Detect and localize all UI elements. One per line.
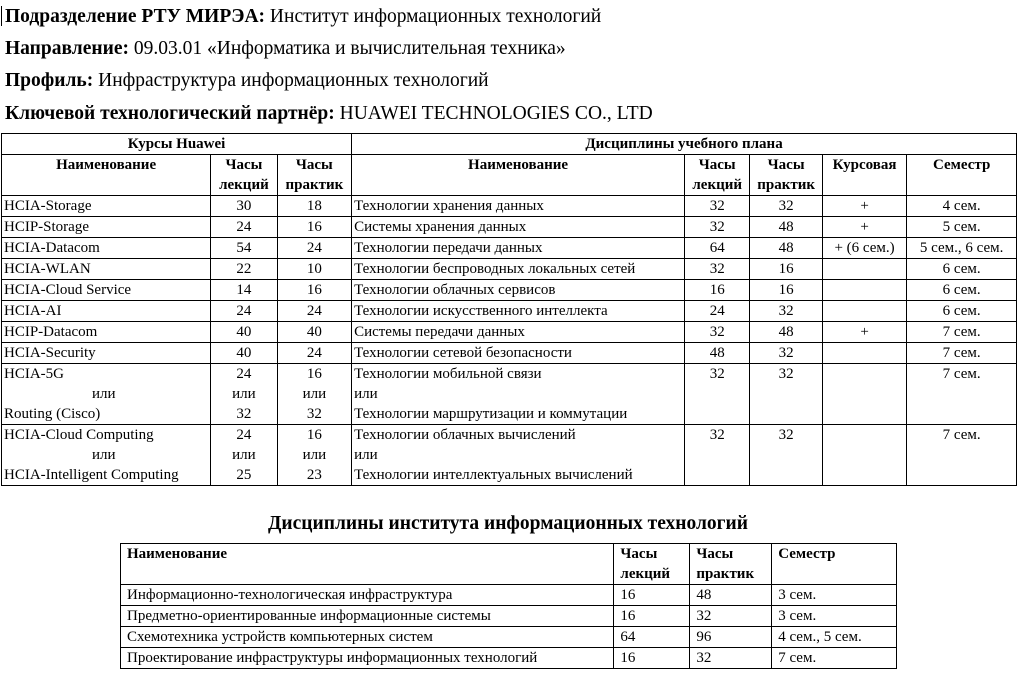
semester: 5 сем. — [907, 217, 1017, 238]
iit-lec-hours: 16 — [614, 585, 690, 606]
col-sem: Семестр — [907, 155, 1017, 196]
semester: 6 сем. — [907, 301, 1017, 322]
col-hw-lec: Часы лекций — [211, 155, 277, 196]
discipline-prac-hours: 48 — [750, 217, 822, 238]
division-line — [5, 6, 601, 28]
huawei-prac-hours: 16 — [277, 217, 351, 238]
huawei-prac-hours: 16 или 32 — [277, 364, 351, 425]
table-row-alt — [2, 364, 1017, 425]
semester: 5 сем., 6 сем. — [907, 238, 1017, 259]
huawei-prac-hours: 40 — [277, 322, 351, 343]
discipline-lec-hours: 24 — [685, 301, 750, 322]
division-value: Институт информационных технологий — [265, 6, 602, 27]
discipline-alternatives: Технологии мобильной связи или Технологии маршрутизации и коммутации — [352, 364, 685, 425]
huawei-course-name: HCIA-Storage — [2, 196, 211, 217]
semester: 6 сем. — [907, 259, 1017, 280]
discipline-lec-hours: 32 — [685, 217, 750, 238]
course-work — [822, 259, 906, 280]
iit-disciplines-title: Дисциплины института информационных технологий — [267, 513, 749, 534]
profile-line — [5, 70, 489, 92]
huawei-courses-table — [1, 133, 1017, 486]
iit-disciplines-table — [120, 543, 897, 669]
discipline-lec-hours: 48 — [685, 343, 750, 364]
table-row — [121, 627, 897, 648]
discipline-lec-hours: 32 — [685, 364, 750, 425]
huawei-course-name: HCIA-Cloud Service — [2, 280, 211, 301]
huawei-prac-hours: 24 — [277, 238, 351, 259]
table-column-header — [2, 155, 1017, 196]
iit-discipline-name: Проектирование инфраструктуры информационных технологий — [121, 648, 614, 669]
table-row — [121, 648, 897, 669]
iit-discipline-name: Схемотехника устройств компьютерных систем — [121, 627, 614, 648]
partner-line — [5, 103, 653, 125]
course-work — [822, 301, 906, 322]
direction-line — [5, 38, 566, 60]
table-row — [2, 259, 1017, 280]
huawei-prac-hours: 18 — [277, 196, 351, 217]
profile-label: Профиль: — [5, 70, 94, 91]
table-row — [2, 343, 1017, 364]
discipline-lec-hours: 64 — [685, 238, 750, 259]
discipline-prac-hours: 48 — [750, 238, 822, 259]
text-cursor — [1, 6, 2, 26]
iit-lec-hours: 64 — [614, 627, 690, 648]
t2-col-prac: Часы практик — [690, 544, 772, 585]
semester: 7 сем. — [907, 322, 1017, 343]
huawei-course-name: HCIP-Storage — [2, 217, 211, 238]
division-label: Подразделение РТУ МИРЭА: — [5, 6, 266, 27]
iit-semester: 3 сем. — [772, 585, 897, 606]
group-huawei-header: Курсы Huawei — [2, 134, 352, 155]
table-row — [2, 322, 1017, 343]
discipline-name: Технологии сетевой безопасности — [352, 343, 685, 364]
discipline-prac-hours: 32 — [750, 196, 822, 217]
col-hw-name: Наименование — [2, 155, 211, 196]
huawei-course-name: HCIA-WLAN — [2, 259, 211, 280]
huawei-lec-hours: 24 или 25 — [211, 425, 277, 486]
iit-prac-hours: 48 — [690, 585, 772, 606]
iit-discipline-name: Информационно-технологическая инфраструктура — [121, 585, 614, 606]
group-plan-header: Дисциплины учебного плана — [352, 134, 1017, 155]
profile-value: Инфраструктура информационных технологий — [93, 70, 489, 91]
discipline-name: Технологии беспроводных локальных сетей — [352, 259, 685, 280]
iit-lec-hours: 16 — [614, 606, 690, 627]
huawei-course-name: HCIA-Datacom — [2, 238, 211, 259]
table-row — [2, 196, 1017, 217]
course-work — [822, 280, 906, 301]
discipline-prac-hours: 16 — [750, 259, 822, 280]
discipline-name: Технологии хранения данных — [352, 196, 685, 217]
semester: 7 сем. — [907, 343, 1017, 364]
iit-lec-hours: 16 — [614, 648, 690, 669]
course-work — [822, 343, 906, 364]
discipline-name: Системы передачи данных — [352, 322, 685, 343]
table1-body — [2, 196, 1017, 486]
discipline-prac-hours: 32 — [750, 425, 822, 486]
discipline-prac-hours: 16 — [750, 280, 822, 301]
col-d-lec: Часы лекций — [685, 155, 750, 196]
table-row — [2, 217, 1017, 238]
course-work: + — [822, 196, 906, 217]
table-row — [2, 301, 1017, 322]
table-row — [2, 280, 1017, 301]
discipline-lec-hours: 32 — [685, 425, 750, 486]
huawei-prac-hours: 10 — [277, 259, 351, 280]
iit-prac-hours: 32 — [690, 606, 772, 627]
table2-body — [121, 585, 897, 669]
table-row — [2, 238, 1017, 259]
iit-prac-hours: 96 — [690, 627, 772, 648]
col-hw-prac: Часы практик — [277, 155, 351, 196]
iit-prac-hours: 32 — [690, 648, 772, 669]
huawei-prac-hours: 24 — [277, 343, 351, 364]
discipline-lec-hours: 32 — [685, 322, 750, 343]
t2-col-sem: Семестр — [772, 544, 897, 585]
table-row-alt — [2, 425, 1017, 486]
huawei-lec-hours: 14 — [211, 280, 277, 301]
course-work: + (6 сем.) — [822, 238, 906, 259]
huawei-lec-hours: 24 — [211, 301, 277, 322]
col-d-name: Наименование — [352, 155, 685, 196]
course-work: + — [822, 217, 906, 238]
partner-value: HUAWEI TECHNOLOGIES CO., LTD — [334, 103, 653, 124]
semester: 7 сем. — [907, 425, 1017, 486]
discipline-prac-hours: 32 — [750, 364, 822, 425]
col-course: Курсовая — [822, 155, 906, 196]
table-row — [121, 585, 897, 606]
discipline-lec-hours: 16 — [685, 280, 750, 301]
discipline-lec-hours: 32 — [685, 259, 750, 280]
huawei-course-alternatives: HCIA-5G или Routing (Cisco) — [2, 364, 211, 425]
huawei-lec-hours: 22 — [211, 259, 277, 280]
discipline-name: Технологии передачи данных — [352, 238, 685, 259]
semester: 6 сем. — [907, 280, 1017, 301]
iit-semester: 4 сем., 5 сем. — [772, 627, 897, 648]
iit-discipline-name: Предметно-ориентированные информационные системы — [121, 606, 614, 627]
direction-value: 09.03.01 «Информатика и вычислительная техника» — [128, 38, 566, 59]
huawei-lec-hours: 40 — [211, 322, 277, 343]
discipline-name: Технологии облачных сервисов — [352, 280, 685, 301]
huawei-lec-hours: 24 или 32 — [211, 364, 277, 425]
table-group-header — [2, 134, 1017, 155]
discipline-lec-hours: 32 — [685, 196, 750, 217]
discipline-name: Системы хранения данных — [352, 217, 685, 238]
huawei-lec-hours: 54 — [211, 238, 277, 259]
table-row — [121, 606, 897, 627]
course-work — [822, 425, 906, 486]
huawei-lec-hours: 24 — [211, 217, 277, 238]
semester: 4 сем. — [907, 196, 1017, 217]
t2-col-lec: Часы лекций — [614, 544, 690, 585]
huawei-course-name: HCIP-Datacom — [2, 322, 211, 343]
direction-label: Направление: — [5, 38, 129, 59]
huawei-lec-hours: 40 — [211, 343, 277, 364]
discipline-prac-hours: 32 — [750, 343, 822, 364]
huawei-course-name: HCIA-Security — [2, 343, 211, 364]
partner-label: Ключевой технологический партнёр: — [5, 103, 335, 124]
course-work — [822, 364, 906, 425]
huawei-course-name: HCIA-AI — [2, 301, 211, 322]
table2-header — [121, 544, 897, 585]
col-d-prac: Часы практик — [750, 155, 822, 196]
discipline-prac-hours: 32 — [750, 301, 822, 322]
iit-semester: 3 сем. — [772, 606, 897, 627]
huawei-course-alternatives: HCIA-Cloud Computing или HCIA-Intelligent Computing — [2, 425, 211, 486]
discipline-prac-hours: 48 — [750, 322, 822, 343]
huawei-prac-hours: 16 или 23 — [277, 425, 351, 486]
huawei-prac-hours: 16 — [277, 280, 351, 301]
course-work: + — [822, 322, 906, 343]
t2-col-name: Наименование — [121, 544, 614, 585]
semester: 7 сем. — [907, 364, 1017, 425]
discipline-name: Технологии искусственного интеллекта — [352, 301, 685, 322]
discipline-alternatives: Технологии облачных вычислений или Технологии интеллектуальных вычислений — [352, 425, 685, 486]
huawei-prac-hours: 24 — [277, 301, 351, 322]
huawei-lec-hours: 30 — [211, 196, 277, 217]
iit-semester: 7 сем. — [772, 648, 897, 669]
